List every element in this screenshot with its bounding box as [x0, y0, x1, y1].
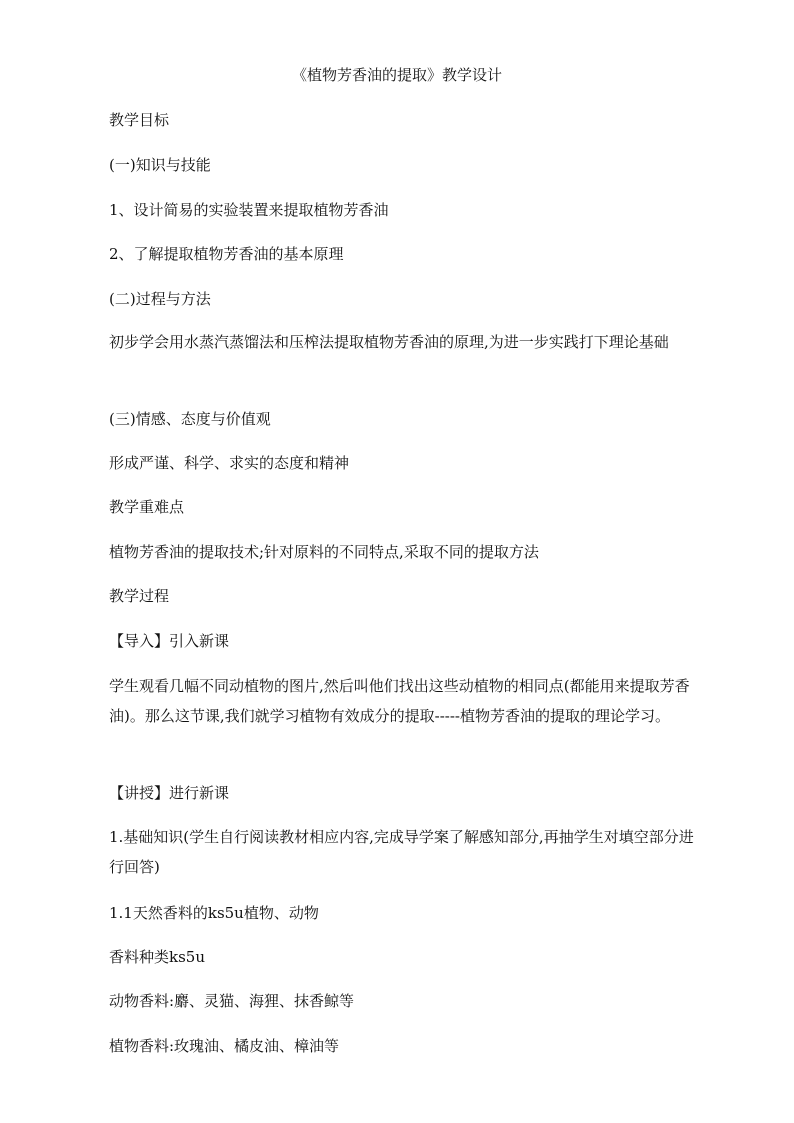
- section-introduction: 【导入】引入新课: [109, 632, 230, 650]
- section-lecture: 【讲授】进行新课: [109, 784, 230, 802]
- key-difficulties-text: 植物芳香油的提取技术;针对原料的不同特点,采取不同的提取方法: [109, 543, 539, 561]
- subheading-process-methods: (二)过程与方法: [109, 290, 211, 308]
- document-title: 《植物芳香油的提取》教学设计: [291, 66, 502, 84]
- objective-item-2: 2、了解提取植物芳香油的基本原理: [109, 245, 344, 263]
- basic-knowledge-text: 1.基础知识(学生自行阅读教材相应内容,完成导学案了解感知部分,再抽学生对填空部分进行回答): [109, 828, 694, 876]
- objective-item-1: 1、设计简易的实验装置来提取植物芳香油: [109, 201, 389, 219]
- spice-types-text: 香料种类ks5u: [109, 948, 205, 966]
- plant-spices-text: 植物香料:玫瑰油、橘皮油、樟油等: [109, 1037, 340, 1055]
- heading-teaching-process: 教学过程: [109, 587, 170, 605]
- introduction-text: 学生观看几幅不同动植物的图片,然后叫他们找出这些动植物的相同点(都能用来提取芳香油)。那么这节课,我们就学习植物有效成分的提取-----植物芳香油的提取的理论学习。: [109, 677, 690, 725]
- subheading-knowledge-skills: (一)知识与技能: [109, 156, 211, 174]
- subheading-emotion-values: (三)情感、态度与价值观: [109, 410, 271, 428]
- natural-spices-text: 1.1天然香料的ks5u植物、动物: [109, 904, 319, 922]
- heading-teaching-objectives: 教学目标: [109, 111, 170, 129]
- emotion-values-text: 形成严谨、科学、求实的态度和精神: [109, 454, 350, 472]
- animal-spices-text: 动物香料:麝、灵猫、海狸、抹香鲸等: [109, 992, 355, 1010]
- heading-key-difficulties: 教学重难点: [109, 498, 185, 516]
- process-methods-text: 初步学会用水蒸汽蒸馏法和压榨法提取植物芳香油的原理,为进一步实践打下理论基础: [109, 333, 669, 351]
